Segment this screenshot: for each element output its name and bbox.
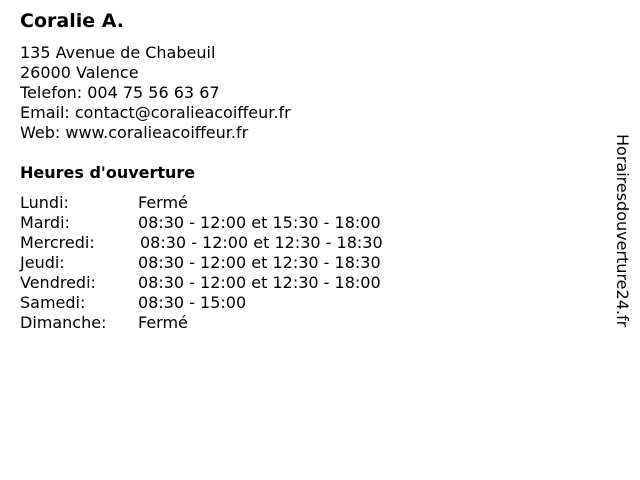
day-label: Mardi: [20, 213, 70, 232]
day-hours: Fermé [138, 193, 188, 212]
day-hours: 08:30 - 12:00 et 12:30 - 18:30 [140, 233, 383, 252]
day-hours: 08:30 - 15:00 [138, 293, 247, 312]
address-street: 135 Avenue de Chabeuil [20, 43, 216, 62]
hours-row-mercredi [20, 233, 580, 253]
business-name: Coralie A. [20, 10, 124, 32]
day-label: Lundi: [20, 193, 69, 212]
web-line: Web: www.coralieacoiffeur.fr [20, 123, 249, 142]
day-label: Mercredi: [20, 233, 95, 252]
address-city: 26000 Valence [20, 63, 139, 82]
phone-line: Telefon: 004 75 56 63 67 [20, 83, 220, 102]
business-card [20, 9, 580, 333]
day-hours: 08:30 - 12:00 et 12:30 - 18:30 [138, 253, 381, 272]
hours-heading: Heures d'ouverture [20, 163, 196, 182]
hours-row-dimanche [20, 313, 580, 333]
day-label: Jeudi: [20, 253, 65, 272]
hours-row-mardi [20, 213, 580, 233]
day-hours: 08:30 - 12:00 et 15:30 - 18:00 [138, 213, 381, 232]
day-label: Dimanche: [20, 313, 107, 332]
hours-row-lundi [20, 193, 580, 213]
site-watermark: Horairesdouverture24.fr [613, 134, 632, 328]
day-hours: 08:30 - 12:00 et 12:30 - 18:00 [138, 273, 381, 292]
day-hours: Fermé [138, 313, 188, 332]
day-label: Vendredi: [20, 273, 96, 292]
hours-row-samedi [20, 293, 580, 313]
hours-row-jeudi [20, 253, 580, 273]
email-line: Email: contact@coralieacoiffeur.fr [20, 103, 291, 122]
day-label: Samedi: [20, 293, 86, 312]
hours-row-vendredi [20, 273, 580, 293]
